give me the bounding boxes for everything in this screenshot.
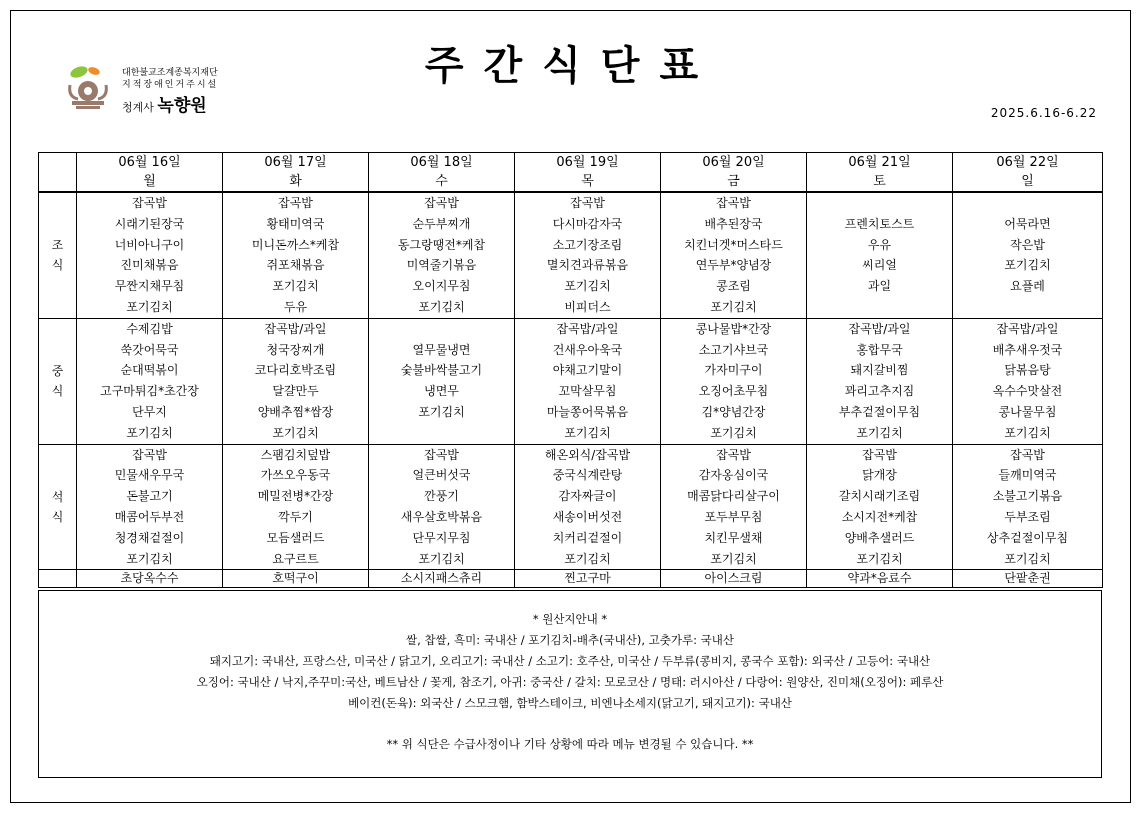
org-name: 녹향원 [157, 96, 207, 116]
menu-item [369, 423, 514, 444]
menu-change-notice: ** 위 식단은 수급사정이나 기타 상황에 따라 메뉴 변경될 수 있습니다. ** [386, 737, 754, 751]
day-date: 06월 19일 [556, 155, 619, 170]
menu-item: 잡곡밥 [132, 196, 167, 210]
menu-item: 중국식계란탕 [552, 468, 623, 483]
menu-item: 닭볶음탕 [1004, 363, 1051, 378]
menu-item: 청경채겉절이 [114, 530, 185, 545]
menu-item: 치킨무샐채 [704, 530, 763, 545]
menu-cell [369, 444, 515, 570]
menu-item: 오이지무침 [412, 279, 471, 294]
menu-item: 미역줄기볶음 [406, 258, 477, 273]
org-prefix: 청계사 [122, 101, 154, 114]
menu-item: 콩조림 [716, 279, 751, 294]
menu-item: 양배추샐러드 [844, 530, 915, 545]
meal-label-top: 석 [51, 489, 64, 504]
menu-item: 꼬막살무침 [558, 384, 617, 399]
menu-cell [953, 444, 1103, 570]
menu-cell [953, 192, 1103, 318]
menu-cell [661, 192, 807, 318]
meal-row-lunch [39, 318, 1103, 444]
menu-item: 오징어초무침 [698, 384, 769, 399]
menu-item: 치킨너겟*머스타드 [684, 237, 783, 252]
menu-item: 다시마감자국 [552, 216, 623, 231]
day-weekday: 일 [1021, 174, 1034, 189]
snack-cell: 호떡구이 [223, 570, 369, 588]
day-date: 06월 21일 [848, 155, 911, 170]
snack-cell: 단팥춘권 [953, 570, 1103, 588]
menu-item: 비피더스 [564, 299, 611, 314]
menu-item: 포기김치 [856, 425, 903, 440]
menu-item: 잡곡밥/과일 [848, 321, 911, 336]
menu-item: 프렌치토스트 [844, 216, 915, 231]
origin-line: 베이컨(돈육): 외국산 / 스모크햄, 함박스테이크, 비엔나소세지(닭고기, 돼지고기): 국내산 [348, 696, 792, 710]
day-header [77, 153, 223, 193]
menu-item: 포두부무침 [704, 509, 763, 524]
menu-item: 상추겉절이무침 [986, 530, 1069, 545]
menu-item: 과일 [867, 279, 892, 294]
menu-item: 포기김치 [418, 404, 465, 419]
menu-item: 진미채볶음 [120, 258, 179, 273]
menu-item: 열무물냉면 [412, 342, 471, 357]
meal-label-bottom: 식 [51, 509, 64, 524]
snack-row [39, 570, 1103, 588]
menu-cell [661, 318, 807, 444]
menu-item: 매콤닭다리살구이 [687, 489, 780, 504]
menu-item: 잡곡밥/과일 [996, 321, 1059, 336]
meal-label-lunch [39, 318, 77, 444]
menu-item: 쑥갓어묵국 [120, 342, 179, 357]
menu-item: 순두부찌개 [412, 216, 471, 231]
menu-item: 요구르트 [272, 551, 319, 566]
day-header [223, 153, 369, 193]
menu-item: 포기김치 [126, 299, 173, 314]
menu-item: 포기김치 [710, 551, 757, 566]
day-weekday: 토 [873, 174, 886, 189]
organization-logo [66, 63, 256, 116]
menu-item [953, 193, 1102, 214]
weekly-menu-table [38, 152, 1103, 588]
menu-item: 깐풍기 [424, 489, 459, 504]
menu-item: 새송이버섯전 [552, 509, 623, 524]
menu-item: 포기김치 [564, 551, 611, 566]
menu-item: 소고기샤브국 [698, 342, 769, 357]
menu-item: 민물새우무국 [114, 468, 185, 483]
menu-cell [369, 192, 515, 318]
menu-item: 연두부*양념장 [695, 258, 772, 273]
menu-item: 배추된장국 [704, 216, 763, 231]
snack-cell: 아이스크림 [661, 570, 807, 588]
menu-item: 야채고기말이 [552, 363, 623, 378]
menu-item: 메밀전병*간장 [257, 489, 334, 504]
menu-item: 숯불바싹불고기 [400, 363, 483, 378]
menu-item: 어묵라면 [1004, 216, 1051, 231]
day-date: 06월 18일 [410, 155, 473, 170]
menu-cell [223, 192, 369, 318]
menu-cell [807, 318, 953, 444]
menu-item: 닭개장 [862, 468, 897, 483]
meal-row-dinner [39, 444, 1103, 570]
menu-item: 콩나물밥*간장 [695, 321, 772, 336]
menu-item: 배추새우젓국 [992, 342, 1063, 357]
snack-cell: 약과*음료수 [807, 570, 953, 588]
menu-item: 단무지 [132, 404, 167, 419]
page-title: 주간식단표 [424, 43, 719, 89]
menu-item: 포기김치 [418, 551, 465, 566]
menu-cell [223, 444, 369, 570]
menu-item: 감자짜글이 [558, 489, 617, 504]
menu-item: 냉면무 [424, 384, 459, 399]
menu-item: 포기김치 [126, 551, 173, 566]
menu-item: 포기김치 [418, 299, 465, 314]
date-range: 2025.6.16-6.22 [990, 106, 1097, 120]
snack-cell: 소시지패스츄리 [369, 570, 515, 588]
menu-item: 잡곡밥 [424, 447, 459, 462]
menu-item: 포기김치 [856, 551, 903, 566]
menu-item: 잡곡밥 [716, 447, 751, 462]
menu-item: 잡곡밥 [278, 196, 313, 210]
menu-item: 너비아니구이 [114, 237, 185, 252]
menu-cell [223, 318, 369, 444]
menu-item: 가자미구이 [704, 363, 763, 378]
menu-item: 잡곡밥 [862, 447, 897, 462]
menu-item: 포기김치 [564, 279, 611, 294]
menu-item: 부추겉절이무침 [838, 404, 921, 419]
meal-label-breakfast [39, 192, 77, 318]
origin-line: 오징어: 국내산 / 낙지,주꾸미:국산, 베트남산 / 꽃게, 참조기, 아귀: 중국산 / 갈치: 모로코산 / 명태: 러시아산 / 다랑어: 원양산, 진미채(오징어): 페루산 [196, 675, 944, 689]
menu-item: 포기김치 [564, 425, 611, 440]
menu-item: 황태미역국 [266, 216, 325, 231]
menu-item: 홍합무국 [856, 342, 903, 357]
day-date: 06월 17일 [264, 155, 327, 170]
menu-item: 건새우아욱국 [552, 342, 623, 357]
menu-item: 얼큰버섯국 [412, 468, 471, 483]
menu-cell [77, 192, 223, 318]
menu-item: 마늘쫑어묵볶음 [546, 404, 629, 419]
day-header [807, 153, 953, 193]
menu-item: 수제김밥 [126, 321, 173, 336]
day-date: 06월 20일 [702, 155, 765, 170]
menu-item: 잡곡밥 [570, 196, 605, 210]
menu-item: 잡곡밥/과일 [264, 321, 327, 336]
menu-item: 청국장찌개 [266, 342, 325, 357]
menu-item: 포기김치 [1004, 258, 1051, 273]
menu-item: 들깨미역국 [998, 468, 1057, 483]
menu-item: 잡곡밥 [132, 447, 167, 462]
menu-item: 소고기장조림 [552, 237, 623, 252]
menu-item [807, 193, 952, 214]
org-line-1: 대한불교조계종복지재단 [122, 68, 218, 78]
menu-item: 꽈리고추지짐 [844, 384, 915, 399]
meal-label-bottom: 식 [51, 258, 64, 273]
day-weekday: 월 [143, 174, 156, 189]
menu-item: 돈불고기 [126, 489, 173, 504]
menu-item: 감자옹심이국 [698, 468, 769, 483]
menu-item: 요플레 [1010, 279, 1045, 294]
day-header [953, 153, 1103, 193]
menu-item: 포기김치 [710, 299, 757, 314]
menu-item: 해온외식/잡곡밥 [544, 447, 631, 462]
menu-item [369, 319, 514, 340]
org-line-2: 지적장애인거주시설 [122, 80, 219, 90]
meal-label-top: 조 [51, 238, 64, 253]
menu-item: 양배추찜*쌈장 [257, 404, 334, 419]
menu-item: 잡곡밥 [716, 196, 751, 210]
day-header [661, 153, 807, 193]
menu-item: 소시지전*케찹 [841, 509, 918, 524]
origin-line: 돼지고기: 국내산, 프랑스산, 미국산 / 닭고기, 오리고기: 국내산 / 소고기: 호주산, 미국산 / 두부류(콩비지, 콩국수 포함): 외국산 / 고등어: 국내산 [209, 654, 931, 668]
corner-cell [39, 153, 77, 193]
menu-item: 갈치시래기조림 [838, 489, 921, 504]
menu-item: 포기김치 [272, 425, 319, 440]
origin-heading: * 원산지안내 * [532, 612, 608, 626]
menu-item: 멸치견과류볶음 [546, 258, 629, 273]
menu-item: 무짠지채무침 [114, 279, 185, 294]
menu-cell [77, 318, 223, 444]
menu-item: 달걀만두 [272, 384, 319, 399]
menu-item: 포기김치 [272, 279, 319, 294]
menu-item [953, 297, 1102, 318]
menu-item [807, 297, 952, 318]
day-date: 06월 22일 [996, 155, 1059, 170]
menu-cell [515, 318, 661, 444]
day-weekday: 금 [727, 174, 740, 189]
menu-item: 포기김치 [1004, 425, 1051, 440]
menu-cell [515, 192, 661, 318]
menu-cell [953, 318, 1103, 444]
menu-item: 단무지무침 [412, 530, 471, 545]
menu-item: 동그랑땡전*케찹 [397, 237, 486, 252]
menu-item: 소불고기볶음 [992, 489, 1063, 504]
menu-item: 옥수수맛살전 [992, 384, 1063, 399]
temple-logo-icon [66, 63, 114, 111]
menu-item: 잡곡밥/과일 [556, 321, 619, 336]
menu-item: 매콤어두부전 [114, 509, 185, 524]
day-weekday: 목 [581, 174, 594, 189]
menu-item: 두부조림 [1004, 509, 1051, 524]
origin-notice [38, 590, 1102, 778]
menu-item: 콩나물무침 [998, 404, 1057, 419]
menu-item: 코다리호박조림 [254, 363, 337, 378]
menu-item: 고구마튀김*초간장 [100, 384, 199, 399]
snack-cell: 찐고구마 [515, 570, 661, 588]
menu-item: 포기김치 [710, 425, 757, 440]
meal-label-dinner [39, 444, 77, 570]
org-name-line [122, 91, 207, 116]
menu-cell [77, 444, 223, 570]
menu-item: 모듬샐러드 [266, 530, 325, 545]
menu-item: 가쓰오우동국 [260, 468, 331, 483]
menu-item: 씨리얼 [862, 258, 897, 273]
origin-line: 쌀, 찹쌀, 흑미: 국내산 / 포기김치-배추(국내산), 고춧가루: 국내산 [406, 633, 734, 647]
menu-item: 잡곡밥 [1010, 447, 1045, 462]
menu-item: 우유 [867, 237, 892, 252]
menu-item: 두유 [283, 299, 308, 314]
menu-item: 순대떡볶이 [120, 363, 179, 378]
meal-label-bottom: 식 [51, 384, 64, 399]
menu-cell [807, 444, 953, 570]
snack-cell: 초당옥수수 [77, 570, 223, 588]
day-header [369, 153, 515, 193]
day-header [515, 153, 661, 193]
menu-item: 작은밥 [1010, 237, 1045, 252]
menu-item: 스팸김치덮밥 [260, 447, 331, 462]
header-row [39, 153, 1103, 193]
menu-item: 미니돈까스*케찹 [251, 237, 340, 252]
menu-item: 치커리겉절이 [552, 530, 623, 545]
menu-item: 김*양념간장 [701, 404, 766, 419]
meal-label-top: 중 [51, 364, 64, 379]
menu-item: 포기김치 [1004, 551, 1051, 566]
menu-item: 잡곡밥 [424, 196, 459, 210]
day-weekday: 화 [289, 174, 302, 189]
menu-item: 쥐포채볶음 [266, 258, 325, 273]
day-date: 06월 16일 [118, 155, 181, 170]
snack-label-cell [39, 570, 77, 588]
menu-cell [515, 444, 661, 570]
menu-item: 깍두기 [278, 509, 313, 524]
meal-row-breakfast [39, 192, 1103, 318]
menu-item: 포기김치 [126, 425, 173, 440]
menu-cell [661, 444, 807, 570]
menu-item: 돼지갈비찜 [850, 363, 909, 378]
menu-cell [807, 192, 953, 318]
menu-item: 새우살호박볶음 [400, 509, 483, 524]
menu-cell [369, 318, 515, 444]
menu-item: 시래기된장국 [114, 216, 185, 231]
day-weekday: 수 [435, 174, 448, 189]
